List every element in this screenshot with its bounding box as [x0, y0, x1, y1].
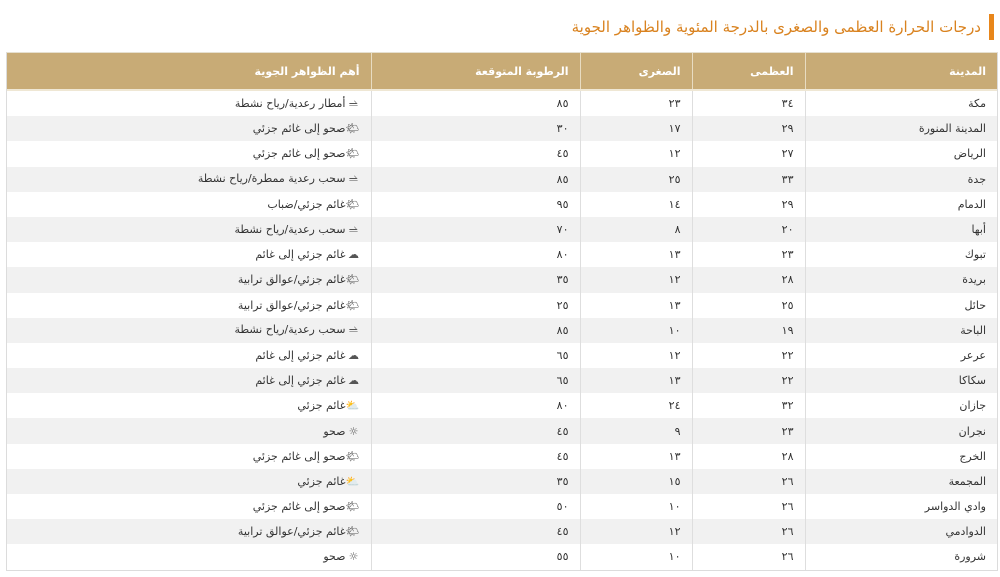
table-body — [7, 90, 997, 570]
table-row — [7, 469, 997, 494]
cell-city: الباحة — [805, 318, 997, 343]
cell-weather — [7, 544, 371, 569]
cell-weather — [7, 444, 371, 469]
weather-label: صحو إلى غائم جزئي — [252, 449, 346, 463]
table-row — [7, 217, 997, 242]
cell-humidity: ٣٥ — [371, 469, 580, 494]
cell-min-temp: ١٢ — [580, 267, 692, 292]
cell-city: الرياض — [805, 141, 997, 166]
sun-horizon-icon: 🌤 — [345, 525, 360, 539]
cell-min-temp: ١٤ — [580, 192, 692, 217]
table-row — [7, 494, 997, 519]
cell-min-temp: ١٢ — [580, 343, 692, 368]
partly-cloudy-icon: ⛅ — [345, 399, 360, 413]
cell-max-temp: ٢٦ — [692, 519, 805, 544]
weather-label: سحب رعدية/رياح نشطة — [234, 222, 346, 236]
cell-city: تبوك — [805, 242, 997, 267]
cell-weather — [7, 393, 371, 418]
wind-icon: ⥬ — [349, 323, 358, 337]
cell-city: شرورة — [805, 544, 997, 569]
cell-max-temp: ٢٧ — [692, 141, 805, 166]
table-row — [7, 242, 997, 267]
cell-weather — [7, 343, 371, 368]
cell-city: الخرج — [805, 444, 997, 469]
weather-label: صحو إلى غائم جزئي — [252, 500, 346, 514]
cell-min-temp: ١٠ — [580, 318, 692, 343]
cell-city: أبها — [805, 217, 997, 242]
cell-max-temp: ٣٣ — [692, 167, 805, 192]
cell-city: وادي الدواسر — [805, 494, 997, 519]
cell-humidity: ٧٠ — [371, 217, 580, 242]
weather-label: غائم جزئي — [297, 399, 346, 413]
cloud-icon: ☁ — [348, 374, 359, 388]
cell-min-temp: ٢٥ — [580, 167, 692, 192]
cell-city: المجمعة — [805, 469, 997, 494]
weather-label: غائم جزئي — [297, 474, 346, 488]
table-row — [7, 418, 997, 443]
wind-icon: ⥬ — [349, 172, 358, 186]
cell-humidity: ٨٥ — [371, 167, 580, 192]
sun-horizon-icon: 🌤 — [345, 500, 360, 514]
header-min-temp: الصغرى — [580, 53, 692, 90]
table-row — [7, 90, 997, 116]
cell-min-temp: ١٣ — [580, 242, 692, 267]
header-city: المدينة — [805, 53, 997, 90]
sun-horizon-icon: 🌤 — [345, 273, 360, 287]
cell-min-temp: ١٠ — [580, 544, 692, 569]
cell-weather — [7, 217, 371, 242]
cell-weather — [7, 167, 371, 192]
weather-label: صحو إلى غائم جزئي — [252, 147, 346, 161]
cell-max-temp: ٣٤ — [692, 90, 805, 116]
cell-humidity: ٤٥ — [371, 444, 580, 469]
cloud-icon: ☁ — [348, 348, 359, 362]
weather-label: سحب رعدية ممطرة/رياح نشطة — [197, 172, 346, 186]
weather-label: أمطار رعدية/رياح نشطة — [234, 96, 346, 110]
cell-humidity: ٦٥ — [371, 368, 580, 393]
weather-label: غائم جزئي إلى غائم — [255, 248, 346, 262]
cell-min-temp: ١٣ — [580, 444, 692, 469]
cell-max-temp: ٢٦ — [692, 494, 805, 519]
sun-horizon-icon: 🌤 — [345, 197, 360, 211]
weather-table — [7, 53, 997, 570]
cell-max-temp: ١٩ — [692, 318, 805, 343]
table-row — [7, 544, 997, 569]
cell-city: حائل — [805, 293, 997, 318]
page-title: درجات الحرارة العظمى والصغرى بالدرجة المئوية والظواهر الجوية — [571, 18, 981, 36]
cell-humidity: ٤٥ — [371, 141, 580, 166]
cell-weather — [7, 368, 371, 393]
cell-weather — [7, 141, 371, 166]
cloud-icon: ☁ — [348, 248, 359, 262]
cell-city: بريدة — [805, 267, 997, 292]
cell-weather — [7, 116, 371, 141]
table-row — [7, 444, 997, 469]
cell-city: جدة — [805, 167, 997, 192]
cell-min-temp: ٨ — [580, 217, 692, 242]
weather-label: غائم جزئي/عوالق ترابية — [237, 525, 346, 539]
cell-weather — [7, 192, 371, 217]
page-title-row — [572, 14, 994, 40]
cell-humidity: ٢٥ — [371, 293, 580, 318]
table-row — [7, 318, 997, 343]
cell-humidity: ٥٥ — [371, 544, 580, 569]
header-max-temp: العظمى — [692, 53, 805, 90]
cell-humidity: ٩٥ — [371, 192, 580, 217]
table-row — [7, 192, 997, 217]
cell-max-temp: ٢٦ — [692, 469, 805, 494]
weather-label: صحو — [323, 424, 346, 438]
cell-city: جازان — [805, 393, 997, 418]
cell-max-temp: ٢٩ — [692, 116, 805, 141]
cell-min-temp: ١٧ — [580, 116, 692, 141]
cell-max-temp: ٣٢ — [692, 393, 805, 418]
cell-weather — [7, 90, 371, 116]
cell-min-temp: ١٠ — [580, 494, 692, 519]
cell-city: عرعر — [805, 343, 997, 368]
cell-max-temp: ٢٣ — [692, 418, 805, 443]
cell-city: سكاكا — [805, 368, 997, 393]
wind-icon: ⥬ — [349, 96, 358, 110]
cell-min-temp: ١٥ — [580, 469, 692, 494]
sun-horizon-icon: 🌤 — [345, 147, 360, 161]
weather-table-container — [6, 52, 998, 571]
cell-city: المدينة المنورة — [805, 116, 997, 141]
cell-max-temp: ٢٨ — [692, 267, 805, 292]
cell-max-temp: ٢٦ — [692, 544, 805, 569]
cell-city: مكة — [805, 90, 997, 116]
cell-min-temp: ٢٤ — [580, 393, 692, 418]
table-row — [7, 368, 997, 393]
cell-max-temp: ٢٢ — [692, 368, 805, 393]
cell-humidity: ٨٠ — [371, 242, 580, 267]
cell-weather — [7, 519, 371, 544]
cell-humidity: ٣٥ — [371, 267, 580, 292]
cell-weather — [7, 267, 371, 292]
header-weather: أهم الظواهر الجوية — [7, 53, 371, 90]
cell-max-temp: ٢٢ — [692, 343, 805, 368]
weather-label: صحو — [323, 550, 346, 564]
weather-label: غائم جزئي إلى غائم — [255, 374, 346, 388]
cell-weather — [7, 418, 371, 443]
cell-min-temp: ٩ — [580, 418, 692, 443]
partly-cloudy-icon: ⛅ — [345, 474, 360, 488]
cell-max-temp: ٢٨ — [692, 444, 805, 469]
cell-humidity: ٦٥ — [371, 343, 580, 368]
weather-label: غائم جزئي/عوالق ترابية — [237, 273, 346, 287]
cell-max-temp: ٢٥ — [692, 293, 805, 318]
cell-humidity: ٤٥ — [371, 418, 580, 443]
table-row — [7, 519, 997, 544]
cell-city: الدمام — [805, 192, 997, 217]
cell-humidity: ٣٠ — [371, 116, 580, 141]
cell-humidity: ٨٠ — [371, 393, 580, 418]
table-row — [7, 167, 997, 192]
cell-city: نجران — [805, 418, 997, 443]
cell-min-temp: ١٣ — [580, 293, 692, 318]
table-row — [7, 116, 997, 141]
cell-weather — [7, 242, 371, 267]
cell-humidity: ٨٥ — [371, 90, 580, 116]
sun-icon: ☼ — [348, 550, 359, 564]
table-row — [7, 293, 997, 318]
sun-horizon-icon: 🌤 — [345, 298, 360, 312]
sun-horizon-icon: 🌤 — [345, 449, 360, 463]
weather-label: غائم جزئي/عوالق ترابية — [237, 298, 346, 312]
cell-weather — [7, 293, 371, 318]
cell-max-temp: ٢٩ — [692, 192, 805, 217]
cell-humidity: ٥٠ — [371, 494, 580, 519]
table-row — [7, 393, 997, 418]
cell-weather — [7, 318, 371, 343]
cell-humidity: ٨٥ — [371, 318, 580, 343]
weather-label: صحو إلى غائم جزئي — [252, 122, 346, 136]
sun-horizon-icon: 🌤 — [345, 122, 360, 136]
header-humidity: الرطوبة المتوقعة — [371, 53, 580, 90]
cell-weather — [7, 494, 371, 519]
cell-min-temp: ٢٣ — [580, 90, 692, 116]
weather-label: سحب رعدية/رياح نشطة — [234, 323, 346, 337]
table-row — [7, 141, 997, 166]
wind-icon: ⥬ — [349, 222, 358, 236]
weather-label: غائم جزئي إلى غائم — [255, 348, 346, 362]
table-header-row — [7, 53, 997, 90]
cell-humidity: ٤٥ — [371, 519, 580, 544]
weather-label: غائم جزئي/ضباب — [267, 197, 346, 211]
cell-min-temp: ١٣ — [580, 368, 692, 393]
cell-max-temp: ٢٣ — [692, 242, 805, 267]
cell-min-temp: ١٢ — [580, 519, 692, 544]
cell-weather — [7, 469, 371, 494]
title-accent-bar — [989, 14, 994, 40]
table-row — [7, 267, 997, 292]
table-row — [7, 343, 997, 368]
cell-min-temp: ١٢ — [580, 141, 692, 166]
cell-max-temp: ٢٠ — [692, 217, 805, 242]
sun-icon: ☼ — [348, 424, 359, 438]
cell-city: الدوادمي — [805, 519, 997, 544]
